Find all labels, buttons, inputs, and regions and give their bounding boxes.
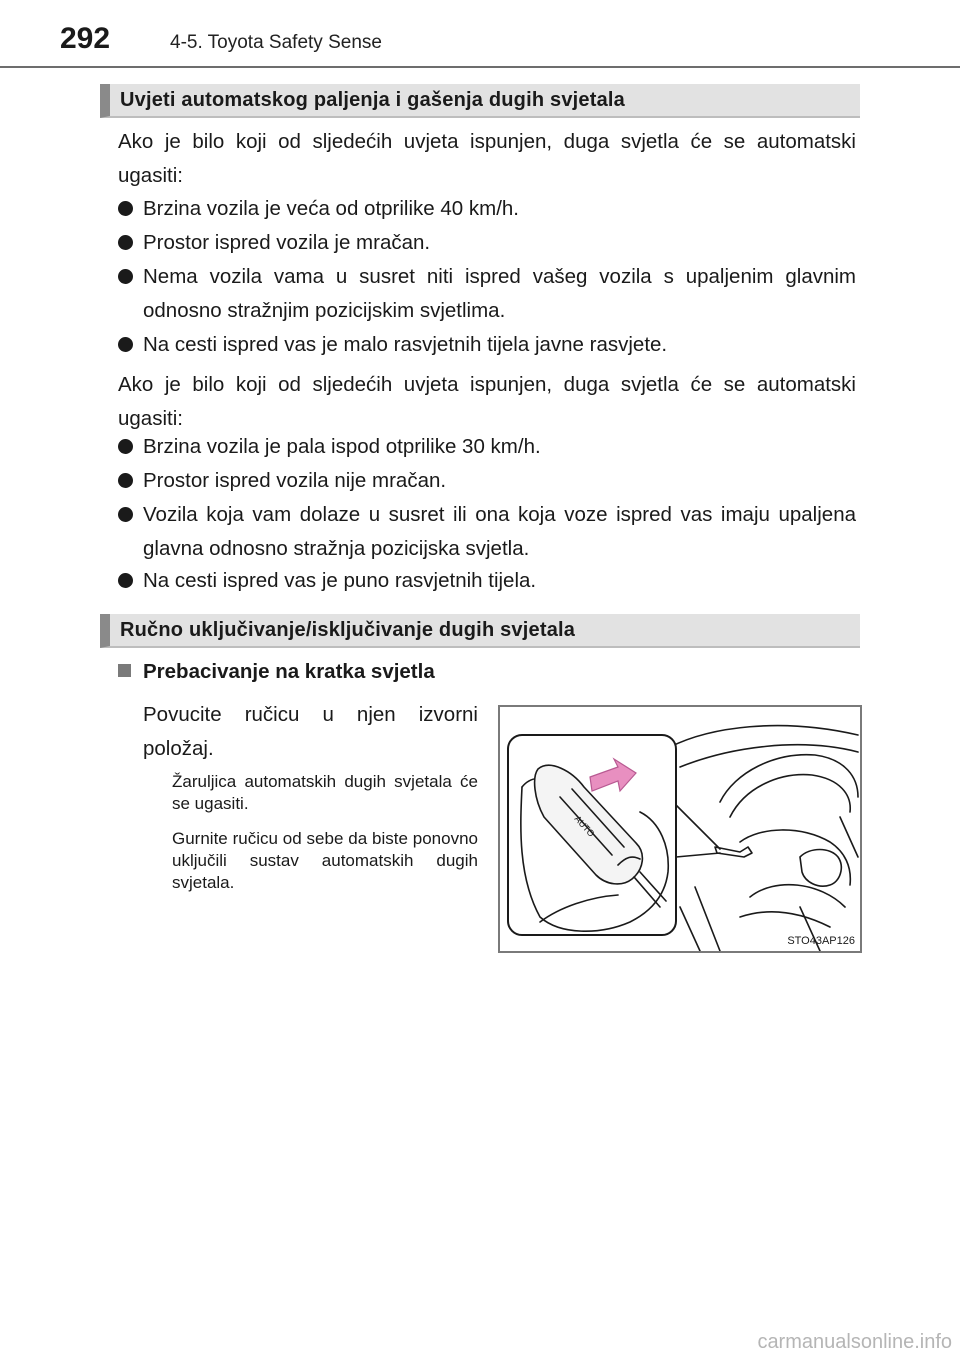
list-item-text: Prostor ispred vozila je mračan. (143, 231, 431, 254)
list-item-text: Na cesti ispred vas je puno rasvjetnih tijela. (143, 569, 537, 592)
paragraph-intro-off: Ako je bilo koji od sljedećih uvjeta ispunjen, duga svjetla će se automatski ugasiti: (118, 373, 856, 430)
list-item (118, 430, 856, 464)
section-heading-text: Ručno uključivanje/isključivanje dugih svjetala (120, 619, 576, 641)
bullet-icon (118, 439, 133, 454)
subheading (118, 660, 435, 684)
note-text: Žaruljica automatskih dugih svjetala će se ugasiti. (172, 772, 478, 813)
list-item (118, 328, 856, 362)
bullet-icon (118, 201, 133, 216)
list-item-text: Brzina vozila je pala ispod otprilike 30 km/h. (143, 435, 541, 458)
page-number: 292 (60, 22, 111, 55)
instruction-text: Povucite ručicu u njen izvorni položaj. (143, 703, 478, 760)
lever-illustration (498, 705, 862, 953)
section-heading-manual-switching (100, 614, 860, 648)
list-item-text: Vozila koja vam dolaze u susret ili ona koja voze ispred vas imaju upaljena glavna odnosno stražnja pozicijska svjetla. (143, 503, 856, 560)
square-bullet-icon (118, 664, 131, 677)
list-item-text: Na cesti ispred vas je malo rasvjetnih tijela javne rasvjete. (143, 333, 668, 356)
lever-illustration-drawing (500, 707, 860, 951)
list-item-text: Nema vozila vama u susret niti ispred vašeg vozila s upaljenim glavnim odnosno stražnjim pozicijskim svjetlima. (143, 265, 856, 322)
list-item (118, 260, 856, 328)
lever-auto-label: AUTO (572, 813, 597, 839)
section-breadcrumb: 4-5. Toyota Safety Sense (170, 32, 382, 53)
list-item-text: Brzina vozila je veća od otprilike 40 km/h. (143, 197, 520, 220)
bullet-icon (118, 507, 133, 522)
header-divider (0, 66, 960, 68)
section-heading-auto-conditions (100, 84, 860, 118)
bullet-icon (118, 269, 133, 284)
paragraph-intro-on: Ako je bilo koji od sljedećih uvjeta ispunjen, duga svjetla će se automatski ugasiti: (118, 130, 856, 187)
list-item (118, 498, 856, 566)
bullet-icon (118, 235, 133, 250)
section-heading-text: Uvjeti automatskog paljenja i gašenja dugih svjetala (120, 89, 625, 111)
bullet-icon (118, 337, 133, 352)
watermark: carmanualsonline.info (757, 1331, 952, 1353)
list-item (118, 464, 856, 498)
note-text: Gurnite ručicu od sebe da biste ponovno uključili sustav automatskih dugih svjetala. (172, 829, 478, 892)
bullet-icon (118, 473, 133, 488)
list-item-text: Prostor ispred vozila nije mračan. (143, 469, 447, 492)
subheading-text: Prebacivanje na kratka svjetla (143, 660, 435, 683)
figure-code: STO43AP126 (787, 935, 855, 947)
list-item (118, 226, 856, 260)
list-item (118, 192, 856, 226)
bullet-icon (118, 573, 133, 588)
list-item (118, 564, 856, 598)
